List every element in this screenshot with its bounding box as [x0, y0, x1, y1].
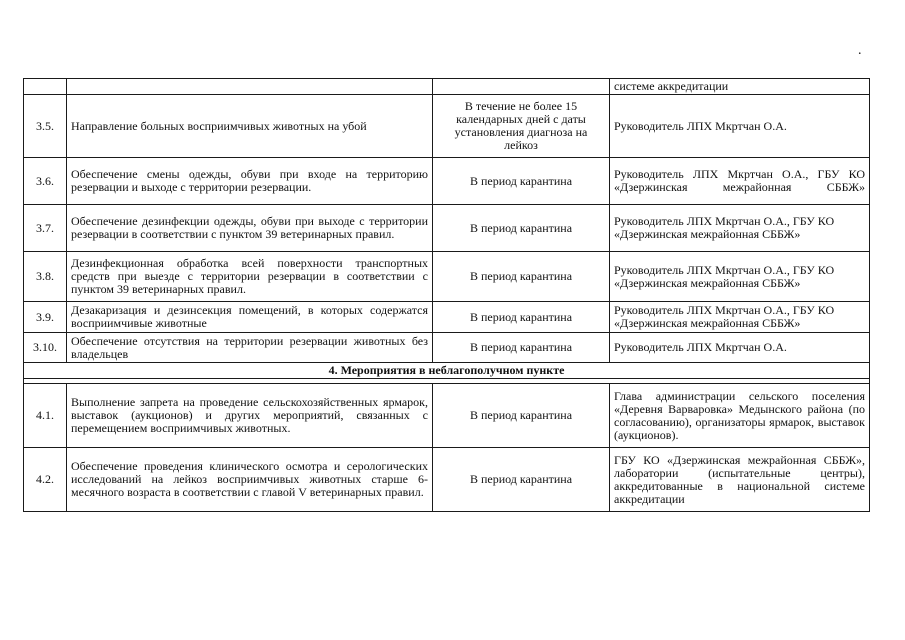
section-header-row	[24, 363, 870, 379]
cell-num: 4.1.	[24, 384, 67, 448]
cell-deadline: В период карантина	[433, 252, 610, 302]
table-row	[24, 448, 870, 512]
cell-deadline: В течение не более 15 календарных дней с даты установления диагноза на лейкоз	[433, 95, 610, 158]
table-row	[24, 205, 870, 252]
table-row	[24, 252, 870, 302]
cell-num	[24, 79, 67, 95]
cell-action	[67, 79, 433, 95]
cell-responsible: Руководитель ЛПХ Мкртчан О.А., ГБУ КО «Дзержинская межрайонная СББЖ»	[610, 158, 870, 205]
cell-action: Обеспечение дезинфекции одежды, обуви при выходе с территории резервации в соответствии с пунктом 39 ветеринарных правил.	[67, 205, 433, 252]
cell-responsible: Руководитель ЛПХ Мкртчан О.А., ГБУ КО «Дзержинская межрайонная СББЖ»	[610, 205, 870, 252]
cell-num: 3.5.	[24, 95, 67, 158]
cell-deadline: В период карантина	[433, 333, 610, 363]
cell-deadline: В период карантина	[433, 158, 610, 205]
cell-action: Выполнение запрета на проведение сельскохозяйственных ярмарок, выставок (аукционов) и других мероприятий, связанных с перемещением восприимчивых животных.	[67, 384, 433, 448]
cell-num: 3.6.	[24, 158, 67, 205]
cell-deadline	[433, 79, 610, 95]
cell-action: Обеспечение проведения клинического осмотра и серологических исследований на лейкоз восприимчивых животных старше 6-месячного возраста в соответствии с главой V ветеринарных правил.	[67, 448, 433, 512]
cell-num: 3.7.	[24, 205, 67, 252]
page-mark: .	[858, 43, 862, 58]
table-row	[24, 95, 870, 158]
cell-num: 4.2.	[24, 448, 67, 512]
table-row	[24, 302, 870, 333]
cell-action: Дезакаризация и дезинсекция помещений, в которых содержатся восприимчивые животные	[67, 302, 433, 333]
cell-action: Дезинфекционная обработка всей поверхности транспортных средств при выезде с территории резервации в соответствии с пунктом 39 ветеринарных правил.	[67, 252, 433, 302]
cell-action: Обеспечение смены одежды, обуви при входе на территорию резервации и выходе с территории резервации.	[67, 158, 433, 205]
cell-num: 3.9.	[24, 302, 67, 333]
cell-num: 3.10.	[24, 333, 67, 363]
cell-deadline: В период карантина	[433, 302, 610, 333]
cell-responsible: Руководитель ЛПХ Мкртчан О.А.	[610, 333, 870, 363]
table-row-continued	[24, 79, 870, 95]
section-title: 4. Мероприятия в неблагополучном пункте	[24, 363, 870, 379]
table-row	[24, 158, 870, 205]
cell-deadline: В период карантина	[433, 205, 610, 252]
cell-responsible: Руководитель ЛПХ Мкртчан О.А., ГБУ КО «Дзержинская межрайонная СББЖ»	[610, 252, 870, 302]
cell-responsible: Руководитель ЛПХ Мкртчан О.А., ГБУ КО «Дзержинская межрайонная СББЖ»	[610, 302, 870, 333]
cell-responsible: ГБУ КО «Дзержинская межрайонная СББЖ», лаборатории (испытательные центры), аккредитованные в национальной системе аккредитации	[610, 448, 870, 512]
cell-responsible: системе аккредитации	[610, 79, 870, 95]
quarantine-plan-table	[23, 78, 870, 512]
table-row	[24, 333, 870, 363]
cell-responsible: Глава администрации сельского поселения «Деревня Варваровка» Медынского района (по согласованию), организаторы ярмарок, выставок (аукционов).	[610, 384, 870, 448]
cell-deadline: В период карантина	[433, 448, 610, 512]
table-row	[24, 384, 870, 448]
cell-num: 3.8.	[24, 252, 67, 302]
cell-action: Обеспечение отсутствия на территории резервации животных без владельцев	[67, 333, 433, 363]
cell-responsible: Руководитель ЛПХ Мкртчан О.А.	[610, 95, 870, 158]
cell-action: Направление больных восприимчивых животных на убой	[67, 95, 433, 158]
cell-deadline: В период карантина	[433, 384, 610, 448]
